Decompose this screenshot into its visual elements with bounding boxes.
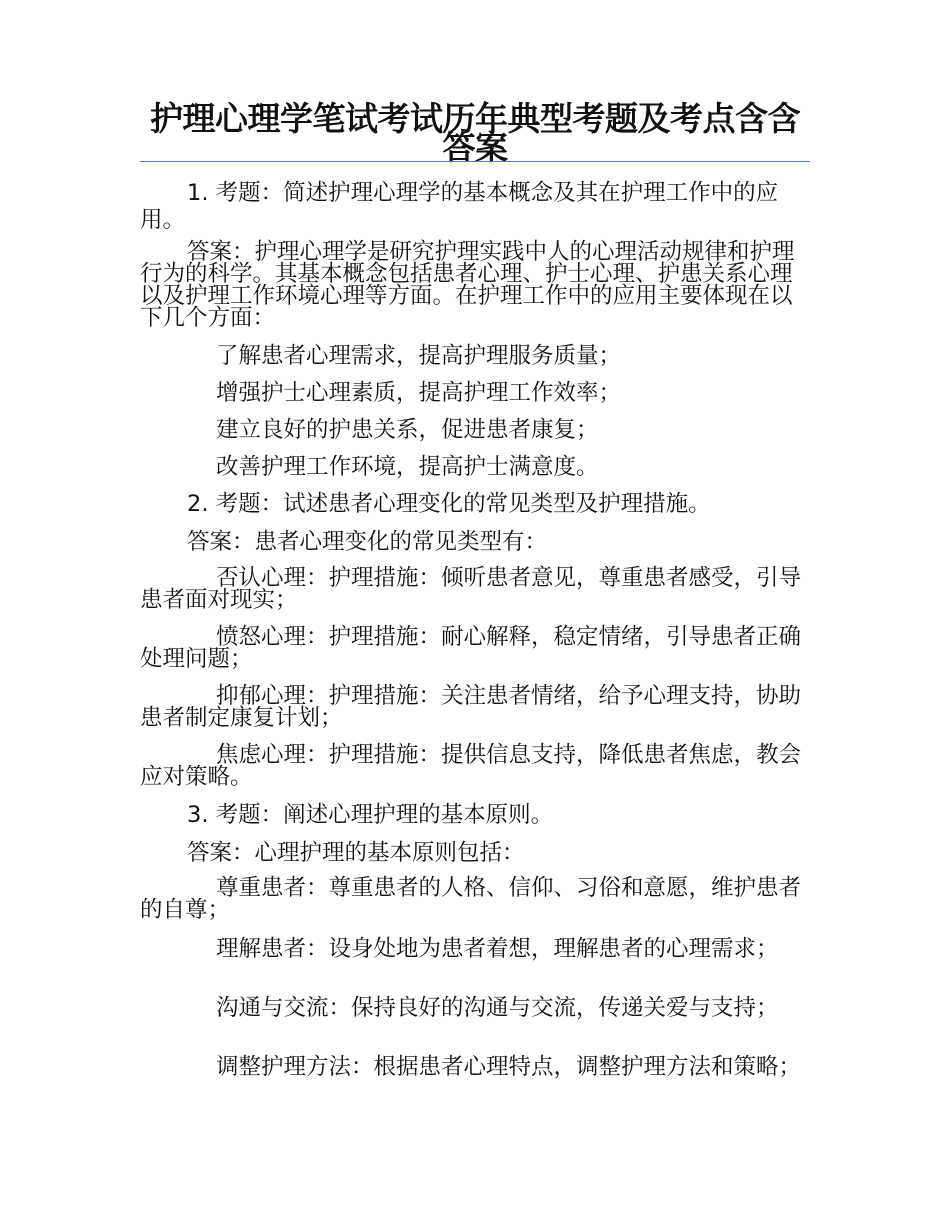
answer-1-item-3: 建立良好的护患关系，促进患者康复；	[216, 417, 599, 443]
answer-2-item-4: 焦虑心理：护理措施：提供信息支持，降低患者焦虑，教会应对策略。	[140, 742, 802, 790]
answer-3: 答案：心理护理的基本原则包括：	[187, 840, 525, 866]
answer-3-item-2: 理解患者：设身处地为患者着想，理解患者的心理需求；	[216, 936, 779, 962]
answer-3-item-1: 尊重患者：尊重患者的人格、信仰、习俗和意愿，维护患者的自尊；	[140, 875, 802, 923]
answer-1-item-1: 了解患者心理需求，提高护理服务质量；	[216, 343, 622, 369]
answer-1-item-2: 增强护士心理素质，提高护理工作效率；	[216, 380, 622, 406]
question-3: 3. 考题：阐述心理护理的基本原则。	[187, 802, 554, 828]
answer-1: 答案：护理心理学是研究护理实践中人的心理活动规律和护理行为的科学。其基本概念包括患者心理、护士心理、护患关系心理以及护理工作环境心理等方面。在护理工作中的应用主要体现在以下几个方面：	[140, 239, 795, 331]
answer-2-item-1: 否认心理：护理措施：倾听患者意见，尊重患者感受，引导患者面对现实；	[140, 565, 802, 613]
title-underline	[140, 161, 810, 162]
question-1: 1. 考题：简述护理心理学的基本概念及其在护理工作中的应用。	[140, 180, 779, 233]
answer-2-item-3: 抑郁心理：护理措施：关注患者情绪，给予心理支持，协助患者制定康复计划；	[140, 683, 802, 731]
question-2: 2. 考题：试述患者心理变化的常见类型及护理措施。	[187, 491, 711, 517]
answer-1-item-4: 改善护理工作环境，提高护士满意度。	[216, 454, 599, 480]
answer-2-item-2: 愤怒心理：护理措施：耐心解释，稳定情绪，引导患者正确处理问题；	[140, 624, 802, 672]
answer-3-item-3: 沟通与交流：保持良好的沟通与交流，传递关爱与支持；	[216, 995, 779, 1021]
answer-2: 答案：患者心理变化的常见类型有：	[187, 529, 548, 555]
answer-3-item-4: 调整护理方法：根据患者心理特点，调整护理方法和策略；	[216, 1054, 802, 1080]
document-title: 护理心理学笔试考试历年典型考题及考点含含答案	[150, 99, 800, 167]
